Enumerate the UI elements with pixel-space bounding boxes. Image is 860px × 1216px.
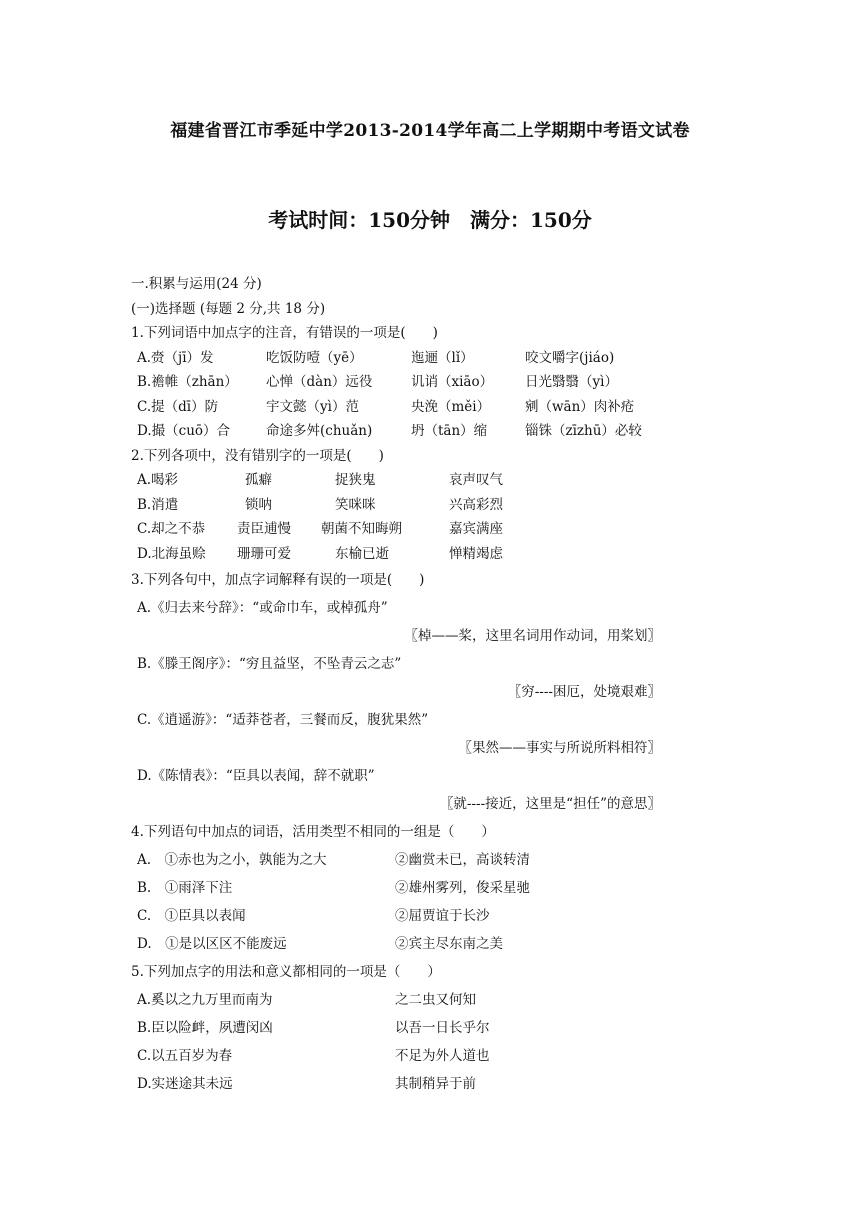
option-cell: ②宾主尽东南之美	[395, 936, 503, 952]
question-2-stem: 2.下列各项中，没有错别字的一项是( )	[131, 447, 384, 464]
question-4-option-row	[131, 902, 691, 930]
option-cell: A.喝彩	[137, 472, 179, 488]
option-cell: 锱铢（zīzhū）必较	[525, 423, 642, 439]
option-cell: 不足为外人道也	[395, 1048, 490, 1064]
option-cell: 嘉宾满座	[449, 521, 503, 537]
option-cell: 讥诮（xiāo）	[411, 374, 494, 390]
option-cell: 珊珊可爱	[237, 545, 291, 562]
option-cell: 吃饭防噎（yē）	[266, 349, 363, 366]
exam-info: 考试时间：150分钟 满分：150分	[268, 208, 592, 232]
option-cell: C.却之不恭	[137, 521, 206, 537]
question-4-option-row	[131, 930, 691, 958]
option-cell: 笑咪咪	[335, 496, 376, 513]
option-cell: C. ①臣具以表闻	[137, 908, 246, 924]
question-2-option-row	[131, 468, 691, 493]
question-4-option-row	[131, 846, 691, 874]
option-cell: B.臣以险衅，夙遭闵凶	[137, 1020, 273, 1036]
option-cell: 以吾一日长乎尔	[395, 1020, 490, 1036]
option-cell: 咬文嚼字(jiáo)	[525, 349, 615, 366]
option-cell: 命途多舛(chuǎn)	[266, 423, 373, 439]
question-5-option-row	[131, 986, 691, 1014]
option-cell: 日光翳翳（yì）	[525, 374, 618, 390]
option-cell: ②雄州雾列，俊采星驰	[395, 880, 530, 896]
document-title: 福建省晋江市季延中学2013-2014学年高二上学期期中考语文试卷	[170, 121, 690, 141]
question-5-option-row	[131, 1042, 691, 1070]
question-5-stem: 5.下列加点字的用法和意义都相同的一项是（ ）	[131, 964, 441, 980]
option-cell: 惮精竭虑	[449, 545, 503, 562]
option-cell: ②幽赏未已，高谈转清	[395, 852, 530, 868]
option-cell: D.实迷途其未远	[137, 1076, 233, 1092]
option-cell: 剜（wān）肉补疮	[525, 398, 635, 415]
option-cell: 坍（tān）缩	[411, 423, 488, 439]
question-5-option-row	[131, 1070, 691, 1098]
question-4-option-row	[131, 874, 691, 902]
option-cell: A. ①赤也为之小，孰能为之大	[137, 852, 327, 868]
option-cell: B.襜帷（zhān）	[137, 374, 238, 390]
question-3-stem: 3.下列各句中，加点字词解释有误的一项是( )	[131, 572, 425, 588]
option-cell: D.北海虽赊	[137, 545, 206, 562]
question-3-option: D.《陈情表》：“臣具以表闻，辞不就职”	[137, 768, 375, 784]
option-cell: ②屈贾谊于长沙	[395, 908, 490, 924]
question-2-option-row	[131, 493, 691, 518]
question-3-annotation: 〖果然——事实与所说所料相符〗	[458, 740, 661, 756]
question-2-option-row	[131, 517, 691, 542]
question-1-option-row	[131, 419, 691, 444]
option-cell: B.消遣	[137, 496, 179, 513]
option-cell: 哀声叹气	[449, 472, 503, 488]
question-5-option-row	[131, 1014, 691, 1042]
section-heading: 一.积累与运用(24 分)	[131, 276, 262, 292]
option-cell: D.撮（cuō）合	[137, 423, 231, 439]
question-3-option: C.《逍遥游》：“适莽苍者，三餐而反，腹犹果然”	[137, 712, 429, 728]
option-cell: 之二虫又何知	[395, 992, 476, 1008]
question-3-option: B.《滕王阁序》：“穷且益坚，不坠青云之志”	[137, 656, 402, 672]
option-cell: A.赍（jī）发	[137, 349, 214, 366]
option-cell: 孤癖	[245, 472, 272, 488]
question-1-option-row	[131, 346, 691, 371]
option-cell: 迤逦（lǐ）	[411, 349, 474, 366]
option-cell: 央浼（měi）	[411, 398, 491, 415]
question-4-stem: 4.下列语句中加点的词语，活用类型不相同的一组是（ ）	[131, 824, 495, 840]
question-1-option-row	[131, 395, 691, 420]
option-cell: A.奚以之九万里而南为	[137, 992, 273, 1008]
option-cell: 锁呐	[245, 496, 272, 513]
subsection-heading: (一)选择题 (每题 2 分,共 18 分)	[131, 300, 326, 317]
option-cell: C.提（dī）防	[137, 398, 219, 415]
option-cell: 责臣逋慢	[237, 521, 291, 537]
question-3-option: A.《归去来兮辞》：“或命巾车，或棹孤舟”	[137, 600, 388, 616]
option-cell: 宇文懿（yì）范	[266, 398, 359, 415]
question-1-option-row	[131, 370, 691, 395]
question-3-annotation: 〖就----接近，这里是“担任”的意思〗	[439, 796, 661, 812]
option-cell: C.以五百岁为春	[137, 1048, 233, 1064]
option-cell: 朝菌不知晦朔	[321, 521, 402, 537]
option-cell: D. ①是以区区不能废远	[137, 936, 287, 952]
option-cell: 心惮（dàn）远役	[266, 374, 373, 390]
option-cell: 其制稍异于前	[395, 1076, 476, 1092]
option-cell: 东榆已逝	[335, 545, 389, 562]
question-3-annotation: 〖穷----困厄，处境艰难〗	[507, 684, 661, 700]
exam-content	[131, 272, 691, 1098]
option-cell: 捉狭鬼	[335, 472, 376, 488]
question-2-option-row	[131, 542, 691, 567]
question-1-stem: 1.下列词语中加点字的注音，有错误的一项是( )	[131, 325, 438, 341]
question-3-annotation: 〖棹——桨，这里名词用作动词，用桨划〗	[404, 628, 661, 644]
option-cell: 兴高彩烈	[449, 496, 503, 513]
option-cell: B. ①雨泽下注	[137, 880, 233, 896]
